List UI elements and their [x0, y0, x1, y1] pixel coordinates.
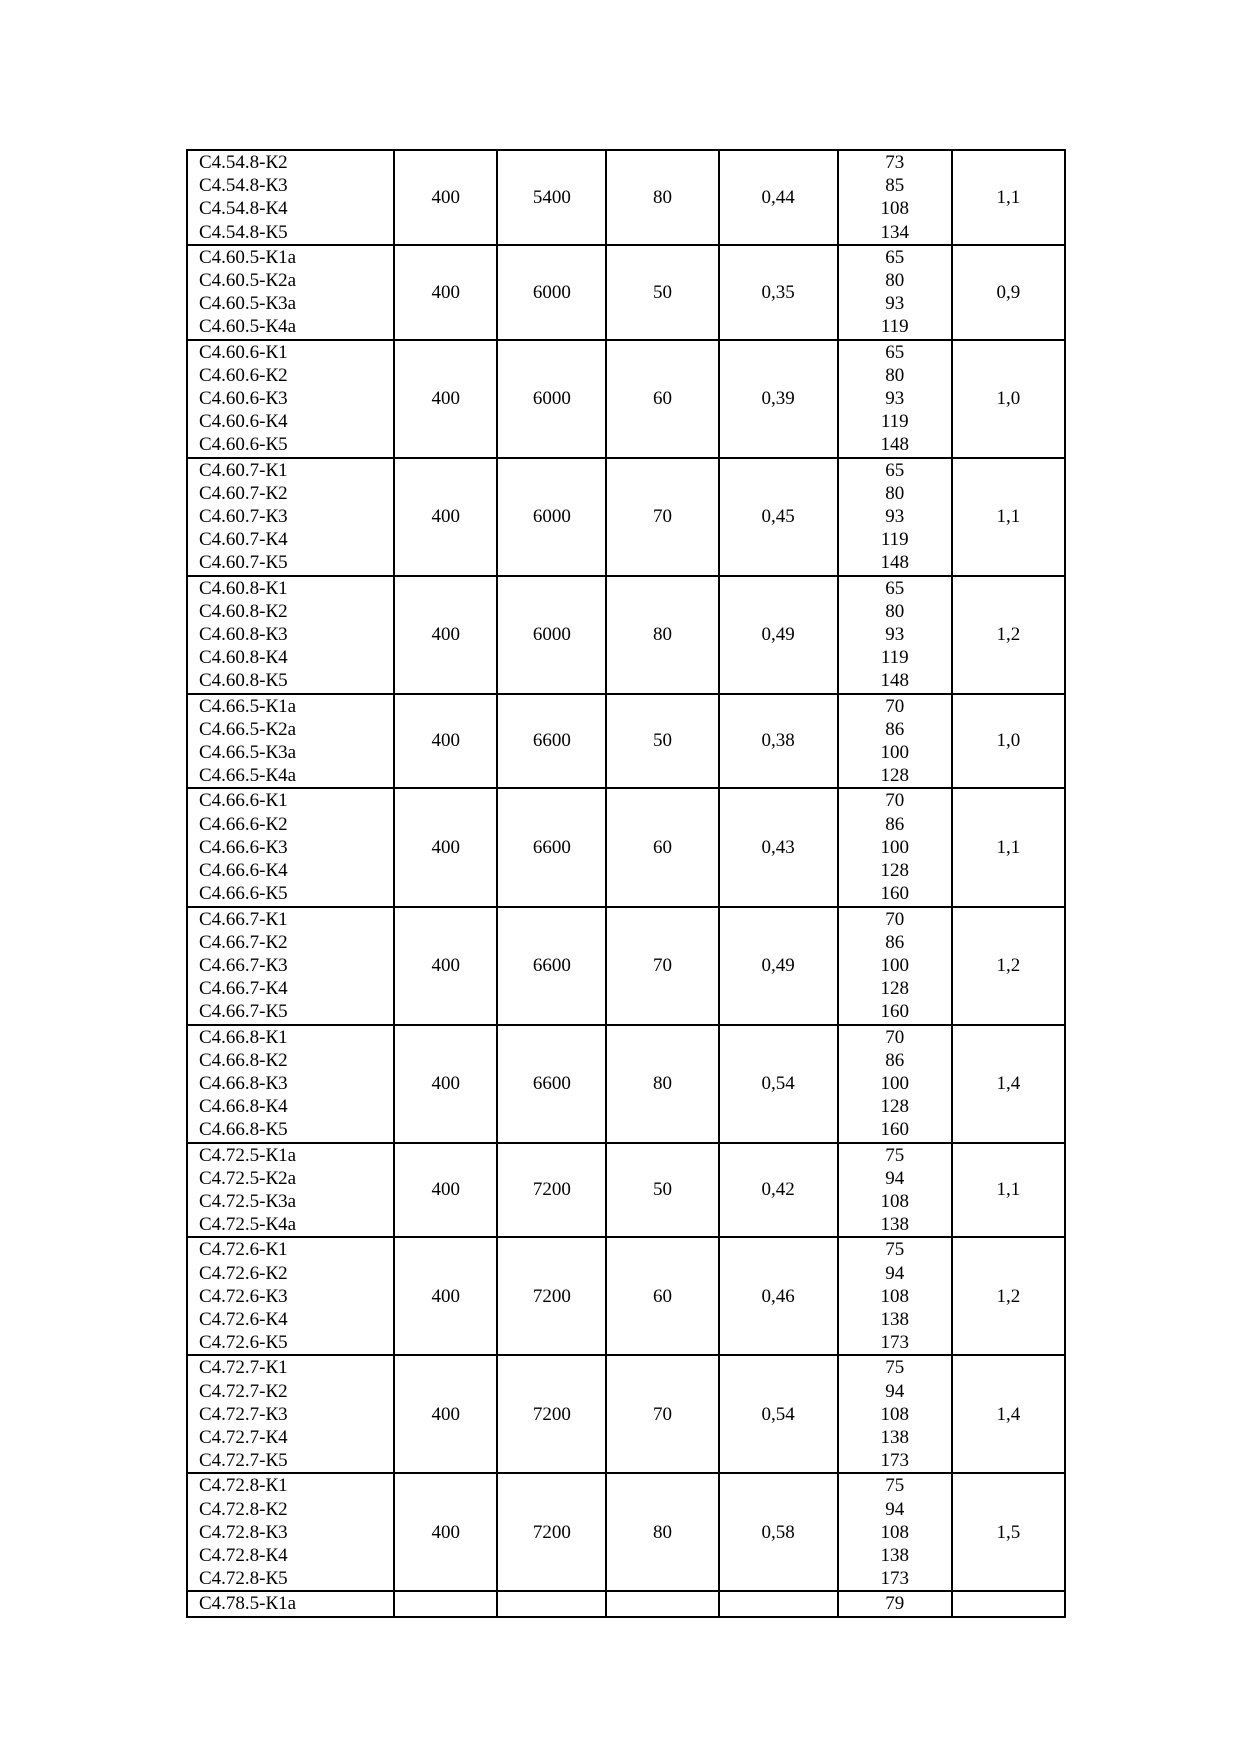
product-mark: С4.66.7-К4	[199, 978, 288, 1000]
stacked-values-cell	[838, 694, 952, 789]
value-cell-c3: 6600	[497, 907, 606, 1025]
stacked-value: 73	[885, 152, 905, 173]
stacked-values-cell	[838, 245, 952, 340]
value-cell-c7: 1,2	[952, 907, 1065, 1025]
stacked-value: 80	[885, 270, 905, 292]
product-mark: С4.72.6-К2	[199, 1262, 288, 1284]
stacked-value: 173	[880, 1332, 910, 1354]
product-mark: С4.72.6-К4	[199, 1308, 288, 1330]
value-cell-c3: 6000	[497, 340, 606, 458]
stacked-value: 94	[885, 1380, 905, 1402]
value-cell-c3: 7200	[497, 1237, 606, 1355]
value-cell-c3: 6600	[497, 694, 606, 789]
stacked-value: 93	[885, 624, 905, 646]
product-marks-cell	[187, 907, 394, 1025]
stacked-value: 70	[885, 1026, 905, 1048]
table-row	[187, 1473, 1065, 1591]
product-mark: С4.60.7-К3	[199, 506, 288, 528]
stacked-value: 138	[880, 1214, 910, 1236]
product-mark: С4.60.6-К5	[199, 434, 288, 456]
stacked-value: 65	[885, 246, 905, 268]
stacked-value: 80	[885, 600, 905, 622]
stacked-value: 86	[885, 931, 905, 953]
table-row	[187, 340, 1065, 458]
value-cell-c5: 0,54	[719, 1355, 838, 1473]
value-cell-c5: 0,38	[719, 694, 838, 789]
product-mark: С4.60.6-К4	[199, 411, 288, 433]
stacked-value: 93	[885, 388, 905, 410]
value-cell-c2: 400	[394, 907, 497, 1025]
product-mark: С4.60.5-К1а	[199, 246, 297, 268]
stacked-value: 70	[885, 790, 905, 812]
value-cell-c7: 1,4	[952, 1355, 1065, 1473]
product-mark: С4.54.8-К2	[199, 152, 288, 173]
product-marks-cell	[187, 576, 394, 694]
product-marks-cell	[187, 340, 394, 458]
value-cell-c2	[394, 1591, 497, 1616]
stacked-value: 65	[885, 459, 905, 481]
stacked-values-cell	[838, 458, 952, 576]
value-cell-c5: 0,58	[719, 1473, 838, 1591]
stacked-value: 128	[880, 860, 910, 882]
value-cell-c4: 80	[606, 150, 718, 245]
product-mark: С4.60.7-К4	[199, 529, 288, 551]
product-mark: С4.66.7-К1	[199, 908, 288, 930]
product-mark: С4.72.6-К3	[199, 1285, 288, 1307]
stacked-value: 108	[880, 1521, 910, 1543]
stacked-values-cell	[838, 1591, 952, 1616]
product-mark: С4.60.8-К4	[199, 647, 288, 669]
value-cell-c2: 400	[394, 1355, 497, 1473]
product-mark: С4.72.8-К1	[199, 1475, 288, 1497]
product-mark: С4.72.7-К3	[199, 1403, 288, 1425]
product-mark: С4.54.8-К5	[199, 221, 288, 243]
product-marks-cell	[187, 150, 394, 245]
stacked-value: 75	[885, 1239, 905, 1261]
value-cell-c3: 7200	[497, 1473, 606, 1591]
value-cell-c7: 1,1	[952, 458, 1065, 576]
value-cell-c3: 6600	[497, 788, 606, 906]
stacked-value: 108	[880, 198, 910, 220]
stacked-value: 80	[885, 482, 905, 504]
value-cell-c5: 0,42	[719, 1143, 838, 1238]
product-mark: С4.60.7-К5	[199, 552, 288, 574]
product-mark: С4.66.5-К1а	[199, 695, 297, 717]
product-mark: С4.66.6-К1	[199, 790, 288, 812]
product-mark: С4.72.8-К3	[199, 1521, 288, 1543]
stacked-value: 86	[885, 1049, 905, 1071]
product-mark: С4.66.8-К2	[199, 1049, 288, 1071]
stacked-values-cell	[838, 1237, 952, 1355]
product-marks-cell	[187, 1143, 394, 1238]
table-row	[187, 1143, 1065, 1238]
product-mark: С4.72.7-К5	[199, 1450, 288, 1472]
stacked-value: 75	[885, 1357, 905, 1379]
value-cell-c7: 1,2	[952, 576, 1065, 694]
value-cell-c2: 400	[394, 1473, 497, 1591]
stacked-value: 94	[885, 1498, 905, 1520]
value-cell-c4: 70	[606, 907, 718, 1025]
stacked-value: 86	[885, 718, 905, 740]
value-cell-c4: 60	[606, 788, 718, 906]
stacked-value: 86	[885, 813, 905, 835]
product-marks-cell	[187, 1025, 394, 1143]
stacked-value: 70	[885, 695, 905, 717]
value-cell-c7: 1,0	[952, 340, 1065, 458]
product-mark: С4.66.6-К5	[199, 883, 288, 905]
product-marks-cell	[187, 458, 394, 576]
table-row	[187, 1591, 1065, 1616]
product-mark: С4.72.5-К2а	[199, 1167, 297, 1189]
value-cell-c2: 400	[394, 245, 497, 340]
value-cell-c3: 7200	[497, 1355, 606, 1473]
value-cell-c4: 60	[606, 340, 718, 458]
stacked-values-cell	[838, 576, 952, 694]
value-cell-c4: 50	[606, 1143, 718, 1238]
value-cell-c4: 70	[606, 1355, 718, 1473]
product-mark: С4.60.8-К2	[199, 600, 288, 622]
product-mark: С4.72.7-К4	[199, 1426, 288, 1448]
value-cell-c2: 400	[394, 1237, 497, 1355]
product-mark: С4.60.5-К3а	[199, 293, 297, 315]
stacked-value: 119	[880, 316, 909, 338]
stacked-value: 85	[885, 175, 905, 197]
product-mark: С4.60.6-К3	[199, 388, 288, 410]
stacked-value: 119	[880, 529, 909, 551]
stacked-value: 173	[880, 1568, 910, 1590]
product-mark: С4.60.5-К2а	[199, 270, 297, 292]
stacked-values-cell	[838, 907, 952, 1025]
product-marks-cell	[187, 694, 394, 789]
stacked-value: 75	[885, 1475, 905, 1497]
value-cell-c2: 400	[394, 576, 497, 694]
stacked-values-cell	[838, 1473, 952, 1591]
value-cell-c7: 1,1	[952, 1143, 1065, 1238]
stacked-value: 160	[880, 883, 910, 905]
stacked-value: 79	[885, 1593, 905, 1615]
stacked-value: 119	[880, 647, 909, 669]
stacked-value: 108	[880, 1403, 910, 1425]
product-mark: С4.66.8-К1	[199, 1026, 288, 1048]
table-row	[187, 150, 1065, 245]
stacked-value: 100	[880, 742, 910, 764]
stacked-value: 100	[880, 954, 910, 976]
value-cell-c4: 80	[606, 1025, 718, 1143]
stacked-values-cell	[838, 1143, 952, 1238]
value-cell-c7: 1,5	[952, 1473, 1065, 1591]
product-mark: С4.66.7-К5	[199, 1001, 288, 1023]
value-cell-c5: 0,49	[719, 907, 838, 1025]
table-row	[187, 907, 1065, 1025]
value-cell-c3: 6600	[497, 1025, 606, 1143]
product-mark: С4.72.5-К4а	[199, 1214, 297, 1236]
stacked-value: 148	[880, 552, 910, 574]
stacked-values-cell	[838, 150, 952, 245]
value-cell-c4	[606, 1591, 718, 1616]
product-mark: С4.60.8-К1	[199, 577, 288, 599]
product-mark: С4.60.7-К1	[199, 459, 288, 481]
value-cell-c3: 6000	[497, 576, 606, 694]
product-mark: С4.54.8-К4	[199, 198, 288, 220]
value-cell-c7: 1,4	[952, 1025, 1065, 1143]
value-cell-c4: 50	[606, 245, 718, 340]
stacked-value: 173	[880, 1450, 910, 1472]
value-cell-c3	[497, 1591, 606, 1616]
product-mark: С4.72.5-К3а	[199, 1190, 297, 1212]
stacked-value: 94	[885, 1262, 905, 1284]
value-cell-c5: 0,35	[719, 245, 838, 340]
stacked-value: 70	[885, 908, 905, 930]
stacked-values-cell	[838, 340, 952, 458]
product-mark: С4.72.6-К5	[199, 1332, 288, 1354]
value-cell-c5: 0,43	[719, 788, 838, 906]
stacked-value: 65	[885, 577, 905, 599]
value-cell-c5: 0,45	[719, 458, 838, 576]
value-cell-c2: 400	[394, 458, 497, 576]
value-cell-c5	[719, 1591, 838, 1616]
value-cell-c2: 400	[394, 694, 497, 789]
stacked-value: 93	[885, 293, 905, 315]
table-row	[187, 1355, 1065, 1473]
product-mark: С4.60.6-К2	[199, 364, 288, 386]
stacked-value: 138	[880, 1426, 910, 1448]
product-mark: С4.72.8-К2	[199, 1498, 288, 1520]
value-cell-c5: 0,39	[719, 340, 838, 458]
stacked-value: 134	[880, 221, 910, 243]
value-cell-c4: 80	[606, 576, 718, 694]
stacked-value: 93	[885, 506, 905, 528]
value-cell-c2: 400	[394, 1025, 497, 1143]
value-cell-c5: 0,49	[719, 576, 838, 694]
value-cell-c3: 6000	[497, 245, 606, 340]
stacked-value: 119	[880, 411, 909, 433]
stacked-value: 128	[880, 765, 910, 787]
stacked-value: 160	[880, 1119, 910, 1141]
value-cell-c4: 60	[606, 1237, 718, 1355]
table-body	[187, 150, 1065, 1617]
stacked-value: 128	[880, 978, 910, 1000]
value-cell-c4: 50	[606, 694, 718, 789]
value-cell-c2: 400	[394, 150, 497, 245]
product-mark: С4.78.5-К1а	[199, 1593, 297, 1615]
product-mark: С4.66.5-К4а	[199, 765, 297, 787]
product-mark: С4.72.7-К1	[199, 1357, 288, 1379]
product-marks-cell	[187, 1355, 394, 1473]
product-mark: С4.66.5-К3а	[199, 742, 297, 764]
stacked-value: 100	[880, 836, 910, 858]
product-marks-cell	[187, 1237, 394, 1355]
value-cell-c4: 80	[606, 1473, 718, 1591]
stacked-value: 65	[885, 341, 905, 363]
product-mark: С4.66.8-К3	[199, 1072, 288, 1094]
table-row	[187, 458, 1065, 576]
product-mark: С4.72.7-К2	[199, 1380, 288, 1402]
product-mark: С4.72.5-К1а	[199, 1144, 297, 1166]
table-row	[187, 694, 1065, 789]
product-mark: С4.66.5-К2а	[199, 718, 297, 740]
table-row	[187, 788, 1065, 906]
product-mark: С4.72.6-К1	[199, 1239, 288, 1261]
value-cell-c2: 400	[394, 1143, 497, 1238]
stacked-value: 94	[885, 1167, 905, 1189]
stacked-value: 80	[885, 364, 905, 386]
value-cell-c2: 400	[394, 788, 497, 906]
product-mark: С4.66.6-К2	[199, 813, 288, 835]
value-cell-c5: 0,44	[719, 150, 838, 245]
stacked-value: 148	[880, 670, 910, 692]
stacked-value: 160	[880, 1001, 910, 1023]
value-cell-c7: 1,2	[952, 1237, 1065, 1355]
product-mark: С4.66.7-К3	[199, 954, 288, 976]
product-mark: С4.60.6-К1	[199, 341, 288, 363]
product-marks-cell	[187, 1473, 394, 1591]
product-marks-cell	[187, 788, 394, 906]
value-cell-c7: 0,9	[952, 245, 1065, 340]
product-mark: С4.66.6-К3	[199, 836, 288, 858]
product-marks-cell	[187, 245, 394, 340]
specification-table	[186, 149, 1066, 1618]
product-mark: С4.66.8-К4	[199, 1096, 288, 1118]
stacked-values-cell	[838, 1355, 952, 1473]
table-row	[187, 1025, 1065, 1143]
product-mark: С4.60.5-К4а	[199, 316, 297, 338]
product-mark: С4.72.8-К4	[199, 1544, 288, 1566]
value-cell-c5: 0,46	[719, 1237, 838, 1355]
product-mark: С4.66.7-К2	[199, 931, 288, 953]
stacked-value: 108	[880, 1285, 910, 1307]
product-marks-cell	[187, 1591, 394, 1616]
stacked-value: 128	[880, 1096, 910, 1118]
stacked-value: 138	[880, 1308, 910, 1330]
value-cell-c7: 1,0	[952, 694, 1065, 789]
value-cell-c3: 6000	[497, 458, 606, 576]
product-mark: С4.60.8-К3	[199, 624, 288, 646]
value-cell-c3: 5400	[497, 150, 606, 245]
product-mark: С4.60.7-К2	[199, 482, 288, 504]
value-cell-c7: 1,1	[952, 150, 1065, 245]
stacked-value: 148	[880, 434, 910, 456]
stacked-value: 75	[885, 1144, 905, 1166]
value-cell-c7	[952, 1591, 1065, 1616]
value-cell-c5: 0,54	[719, 1025, 838, 1143]
value-cell-c7: 1,1	[952, 788, 1065, 906]
stacked-value: 108	[880, 1190, 910, 1212]
table-row	[187, 576, 1065, 694]
table-row	[187, 245, 1065, 340]
value-cell-c3: 7200	[497, 1143, 606, 1238]
product-mark: С4.66.6-К4	[199, 860, 288, 882]
value-cell-c2: 400	[394, 340, 497, 458]
product-mark: С4.72.8-К5	[199, 1568, 288, 1590]
product-mark: С4.54.8-К3	[199, 175, 288, 197]
stacked-value: 100	[880, 1072, 910, 1094]
value-cell-c4: 70	[606, 458, 718, 576]
stacked-values-cell	[838, 788, 952, 906]
stacked-value: 138	[880, 1544, 910, 1566]
table-row	[187, 1237, 1065, 1355]
stacked-values-cell	[838, 1025, 952, 1143]
product-mark: С4.66.8-К5	[199, 1119, 288, 1141]
product-mark: С4.60.8-К5	[199, 670, 288, 692]
